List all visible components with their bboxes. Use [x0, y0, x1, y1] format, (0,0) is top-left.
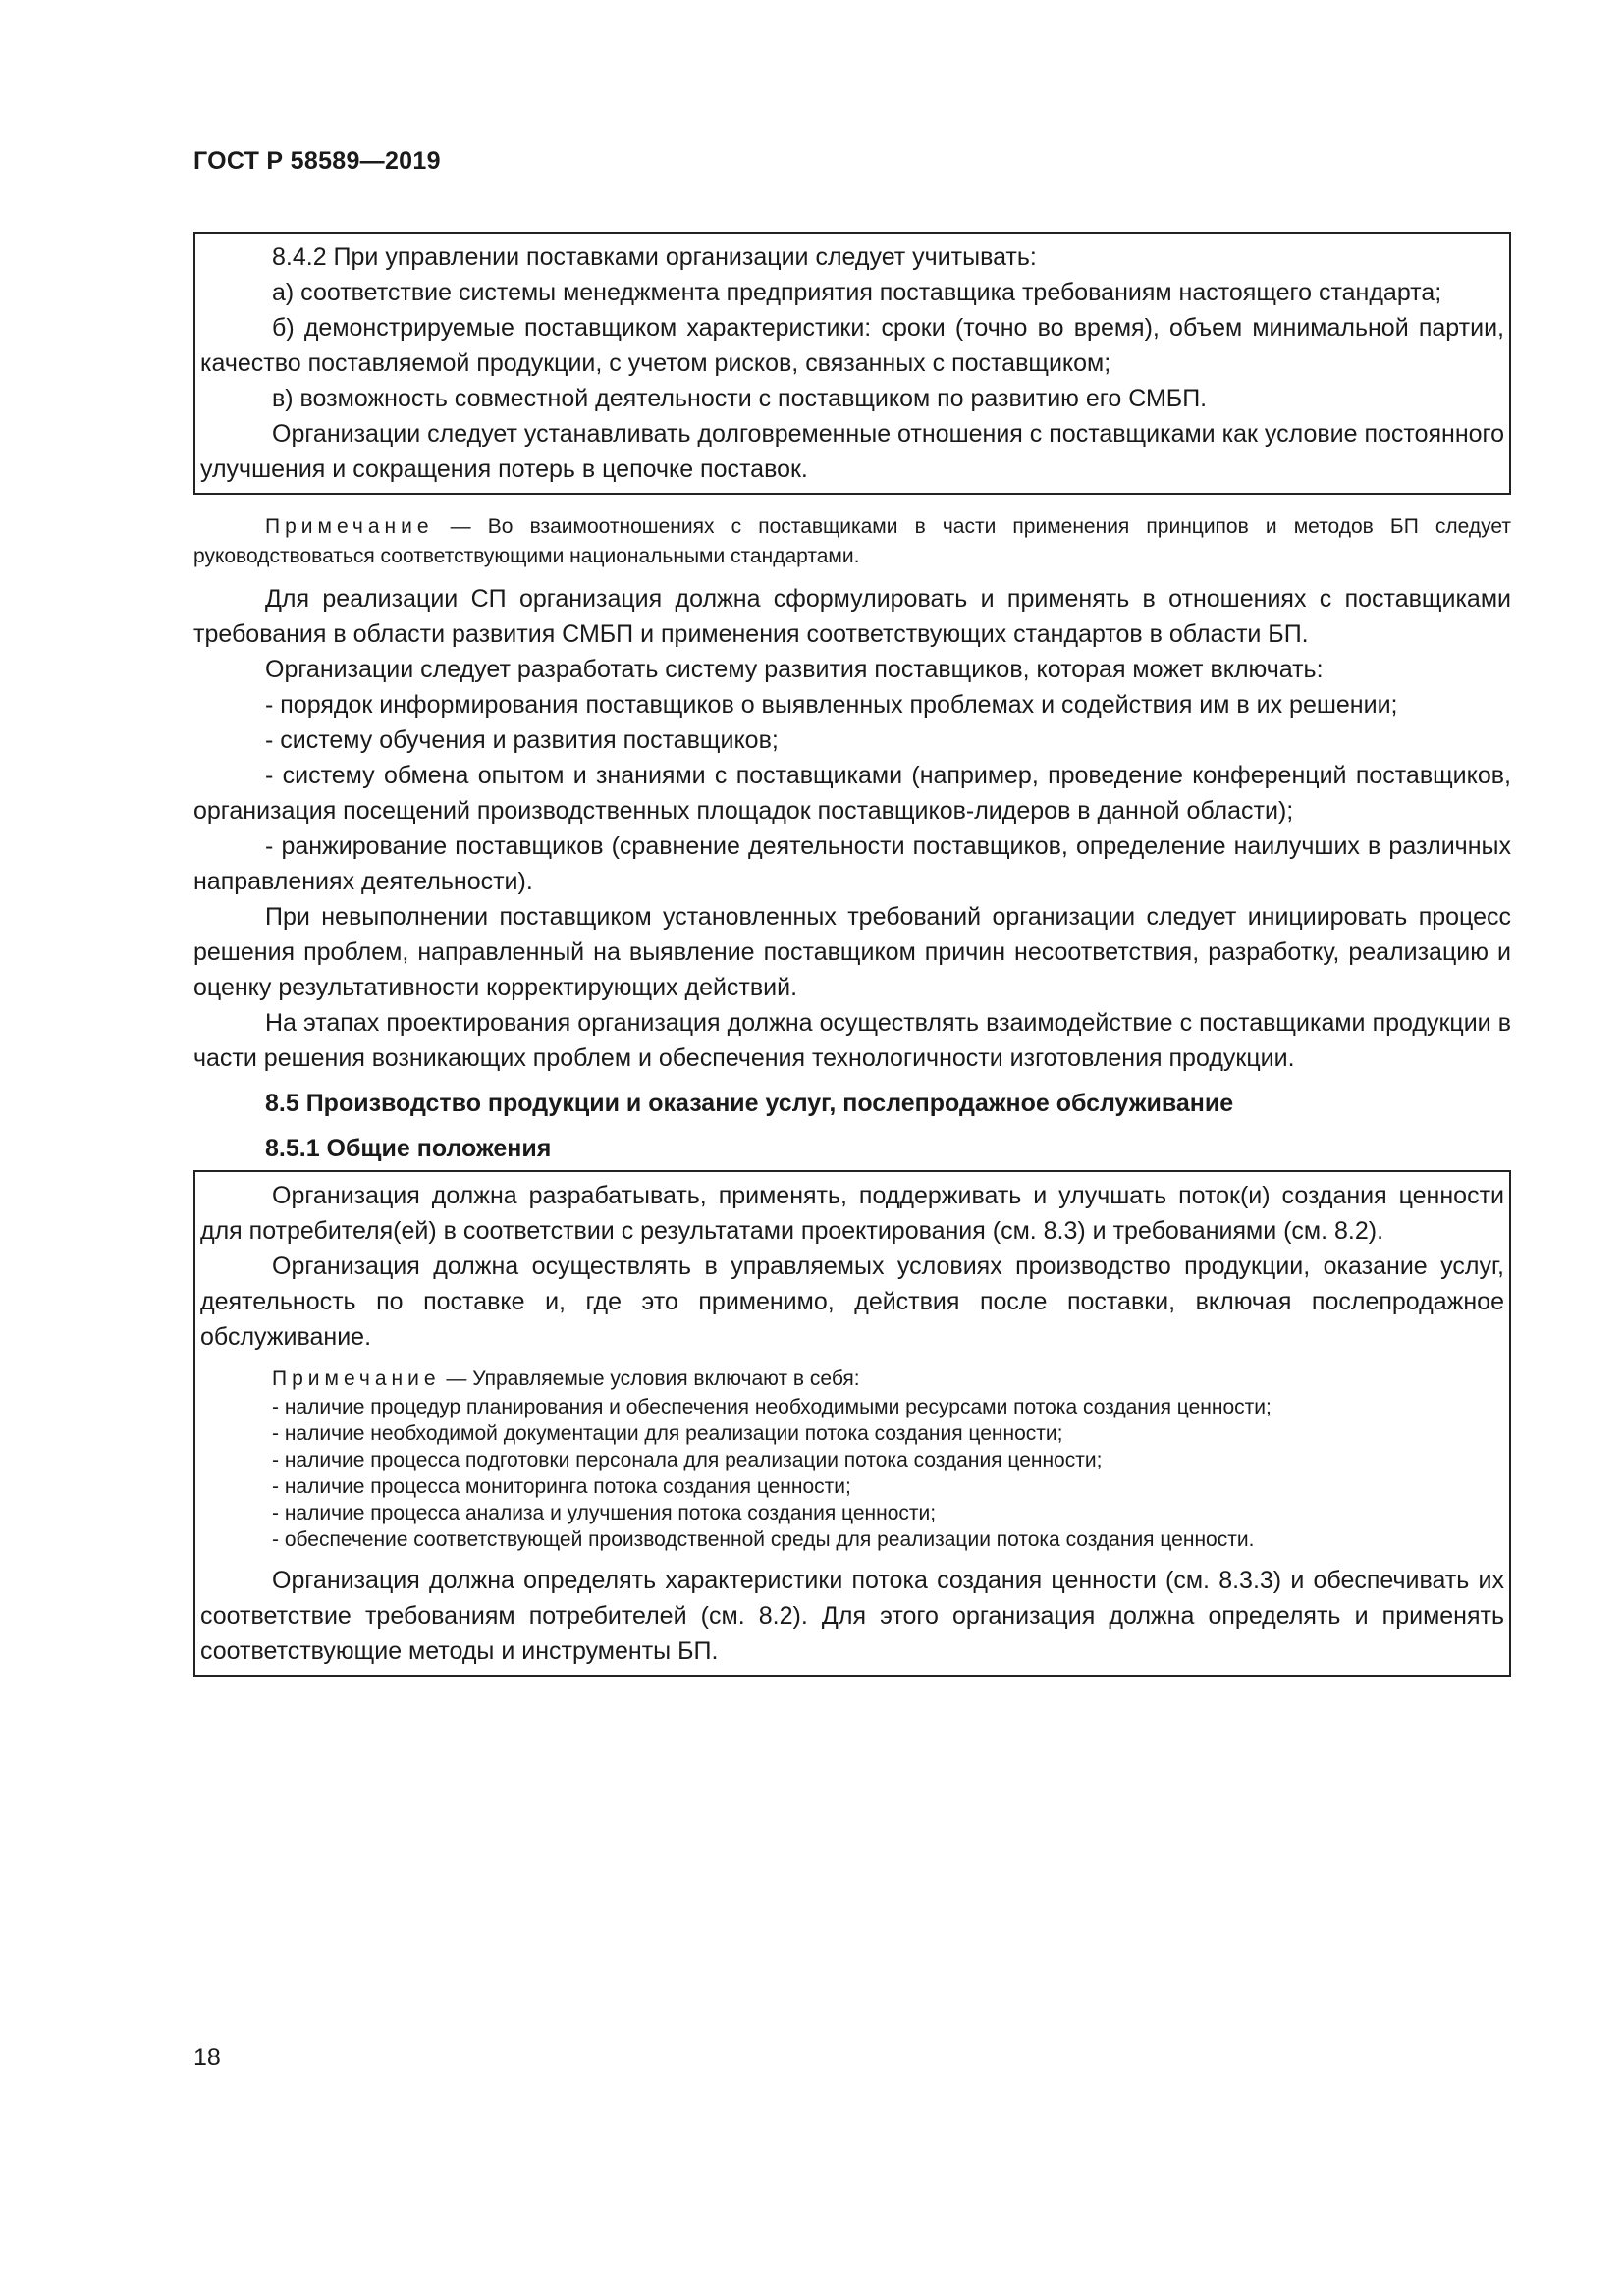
list-item: - систему обмена опытом и знаниями с поставщиками (например, проведение конференций поставщиков, организация посещений производственных площадок поставщиков-лидеров в данной области);	[193, 762, 1511, 825]
document-code: ГОСТ Р 58589—2019	[193, 147, 441, 175]
clause-long-term-relations: Организации следует устанавливать долговременные отношения с поставщиками как условие постоянного улучшения и сокращения потерь в цепочке поставок.	[200, 420, 1504, 483]
section-heading-8-5-1: 8.5.1 Общие положения	[265, 1135, 552, 1162]
list-item: - наличие процесса подготовки персонала для реализации потока создания ценности;	[272, 1449, 1103, 1471]
paragraph-supplier-development: Организации следует разработать систему развития поставщиков, которая может включать:	[265, 656, 1324, 683]
clause-item-b: б) демонстрируемые поставщиком характеристики: сроки (точно во время), объем минимальной партии, качество поставляемой продукции, с учетом рисков, связанных с поставщиком;	[200, 314, 1504, 377]
clause-item-a: а) соответствие системы менеджмента предприятия поставщика требованиям настоящего стандарта;	[272, 279, 1442, 306]
paragraph-value-stream: Организация должна разрабатывать, применять, поддерживать и улучшать поток(и) создания ценности для потребителя(ей) в соответствии с результатами проектирования (см. 8.3) и требованиями (см. 8.2).	[200, 1182, 1504, 1245]
paragraph-controlled-conditions: Организация должна осуществлять в управляемых условиях производство продукции, оказание услуг, деятельность по поставке и, где это применимо, действия после поставки, включая послепродажное обслуживание.	[200, 1253, 1504, 1351]
page-content	[193, 232, 1511, 1677]
list-item: - наличие процесса анализа и улучшения потока создания ценности;	[272, 1502, 937, 1524]
list-item: - ранжирование поставщиков (сравнение деятельности поставщиков, определение наилучших в различных направлениях деятельности).	[193, 832, 1511, 895]
note-label: Примечание	[265, 515, 434, 538]
framed-block-general-provisions	[193, 1170, 1511, 1677]
paragraph-design-stage: На этапах проектирования организация должна осуществлять взаимодействие с поставщиками продукции в части решения возникающих проблем и обеспечения технологичности изготовления продукции.	[193, 1009, 1511, 1072]
note-text: — Во взаимоотношениях с поставщиками в части применения принципов и методов БП следует руководствоваться соответствующими национальными стандартами.	[193, 515, 1511, 567]
list-item: - наличие процедур планирования и обеспечения необходимыми ресурсами потока создания ценности;	[272, 1396, 1272, 1418]
list-item: - систему обучения и развития поставщиков;	[265, 726, 779, 754]
paragraph-nonconformity: При невыполнении поставщиком установленных требований организации следует инициировать процесс решения проблем, направленный на выявление поставщиком причин несоответствия, разработку, реализацию и оценку результативности корректирующих действий.	[193, 903, 1511, 1001]
note-controlled-conditions	[200, 1364, 1504, 1394]
page-number: 18	[193, 2044, 221, 2071]
note-label: Примечание	[272, 1367, 441, 1390]
clause-item-v: в) возможность совместной деятельности с поставщиком по развитию его СМБП.	[272, 385, 1208, 412]
paragraph-value-stream-characteristics: Организация должна определять характеристики потока создания ценности (см. 8.3.3) и обеспечивать их соответствие требованиям потребителей (см. 8.2). Для этого организация должна определять и применять соответствующие методы и инструменты БП.	[200, 1567, 1504, 1665]
section-heading-8-5: 8.5 Производство продукции и оказание услуг, послепродажное обслуживание	[265, 1090, 1234, 1117]
note-list	[200, 1394, 1504, 1553]
note-text: — Управляемые условия включают в себя:	[440, 1367, 860, 1390]
list-item: - наличие процесса мониторинга потока создания ценности;	[272, 1475, 851, 1498]
list-item: - обеспечение соответствующей производственной среды для реализации потока создания ценности.	[272, 1528, 1255, 1551]
note-supplier-relations	[193, 512, 1511, 571]
paragraph-sp-requirements: Для реализации СП организация должна сформулировать и применять в отношениях с поставщиками требования в области развития СМБП и применения соответствующих стандартов в области БП.	[193, 585, 1511, 648]
clause-8-4-2: 8.4.2 При управлении поставками организации следует учитывать:	[272, 243, 1037, 271]
list-item: - порядок информирования поставщиков о выявленных проблемах и содействия им в их решении;	[265, 691, 1398, 719]
list-item: - наличие необходимой документации для реализации потока создания ценности;	[272, 1422, 1063, 1445]
framed-block-supply-management	[193, 232, 1511, 495]
